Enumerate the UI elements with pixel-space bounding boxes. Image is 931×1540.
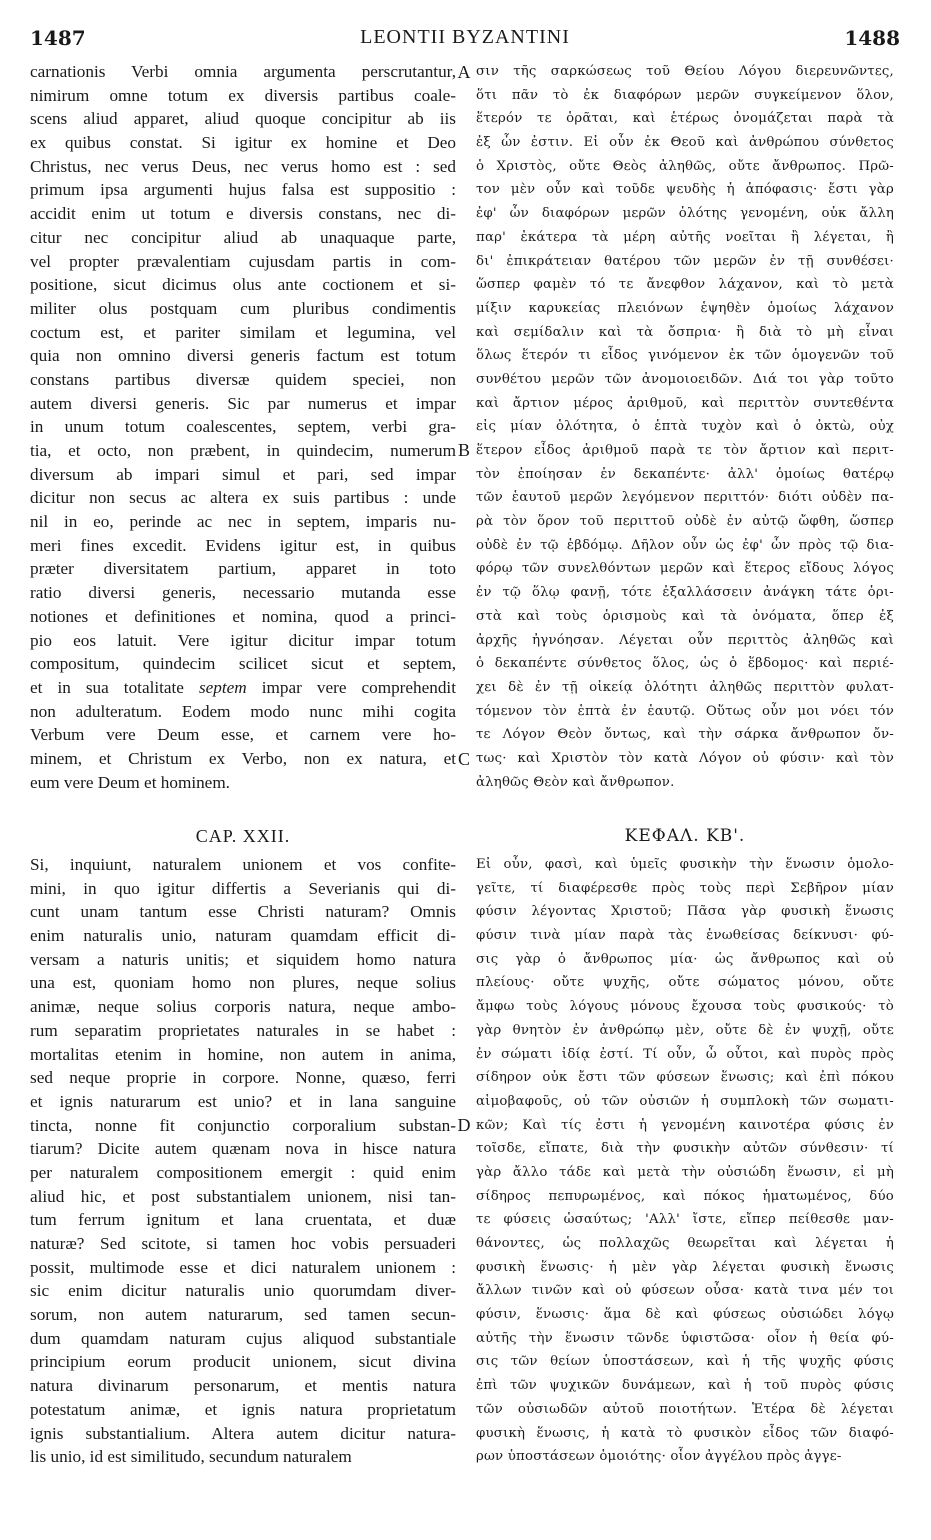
text-line: ἀρχῆς ἠγνόησαν. Λέγεται οὖν περιττὸς ἀληθῶς καὶ	[476, 632, 894, 648]
text-line: ἐν σώματι ἰδίᾳ ἐστί. Τί οὖν, ὦ οὗτοι, καὶ πυρὸς πρὸς	[476, 1046, 894, 1062]
text-line: citur nec concipitur aliud ab unaquaque parte,	[30, 227, 456, 247]
text-line: militer olus postquam cum pluribus condimentis	[30, 298, 456, 318]
text-line: autem diversi generis. Sic par numerus et impar	[30, 393, 456, 413]
text-line: τόμενον τὸν ἑπτὰ ἐν ἑαυτῷ. Οὕτως οὖν μοι νόει τόν	[476, 703, 894, 719]
text-line: tum ferrum ignitum et lana cruentata, et duæ	[30, 1210, 456, 1230]
text-line: constans partibus diversæ quidem speciei, non	[30, 369, 456, 389]
text-line: per naturalem compositionem emergit : quid enim	[30, 1162, 456, 1182]
text-line: πλείους· οὔτε ψυχῆς, οὔτε σώματος μόνου, οὔτε	[476, 975, 894, 991]
text-line: γεῖτε, τί διαφέρεσθε πρὸς τοὺς περὶ Σεβῆρον μίαν	[476, 880, 894, 896]
text-line: dum quamdam naturam cujus aliquod substantiale	[30, 1328, 456, 1348]
text-line: eum vere Deum et hominem.	[30, 772, 230, 792]
text-line: possit, multimode esse et dici naturalem unionem :	[30, 1257, 456, 1277]
text-line: ὁ δεκαπέντε σύνθετος ὅλος, ὡς ὁ ἕβδομος· καὶ περιέ-	[476, 656, 894, 672]
text-line: pio eos latuit. Vere igitur dicitur impar totum	[30, 630, 456, 650]
text-line: lis unio, id est similitudo, secundum naturalem	[30, 1447, 352, 1467]
text-line: ἄμφω τοὺς λόγους μόνους ἔχουσα τοὺς φυσικούς· τὸ	[476, 999, 894, 1015]
text-line: σίδηρος πεπυρωμένος, καὶ πόκος ἡματωμένος, δύο	[476, 1188, 894, 1204]
text-line: τῶν ἑαυτοῦ μερῶν λεγόμενον περιττόν· διότι οὐδὲν πα-	[476, 490, 894, 506]
text-line: nil in eo, perinde ac nec in septem, imparis nu-	[30, 512, 456, 532]
text-line: ὥσπερ φαμὲν τό τε ἄνεφθον λάχανον, καὶ τὸ μετὰ	[476, 277, 894, 293]
text-line: στὰ καὶ τοὺς ὁρισμοὺς καὶ τὰ ὀνόματα, ὅπερ ἐξ	[476, 608, 894, 624]
text-line: σις γὰρ ὁ ἄνθρωπος μία· ὡς ἄνθρωπος καὶ οὐ	[476, 951, 894, 967]
text-line: ἐπὶ τῶν ψυχικῶν δυνάμεων, καὶ ἡ τοῦ πυρὸς φύσις	[476, 1378, 894, 1394]
text-line: φυσικὴ ἕνωσις, ἡ κατὰ τὸ φυσικὸν εἶδος τῶν διαφό-	[476, 1425, 894, 1441]
text-line: diversum ab impari simul et pari, sed impar	[30, 464, 456, 484]
text-line: ρων ὑποστάσεων ὁμοιότης· οἷον ἀγγέλου πρὸς ἀγγε-	[476, 1449, 842, 1465]
text-line: σις τῶν θείων ὑποστάσεων, καὶ ἡ τῆς ψυχῆς φύσις	[476, 1354, 894, 1370]
text-line: tiarum? Dicite autem quænam nova in hisce natura	[30, 1139, 456, 1159]
text-line: primum ipsa argumenti hujus falsa est suppositio :	[30, 180, 456, 200]
text-line: dicitur non secus ac altera ex suis partibus : unde	[30, 488, 456, 508]
text-line: enim naturalis unio, naturam quamdam efficit di-	[30, 926, 456, 946]
text-line: in unum totum coalescentes, septem, verbi gra-	[30, 417, 456, 437]
text-line: συνθέτου μερῶν τῶν ἀνομοιοειδῶν. Διά τοι γὰρ τοῦτο	[476, 371, 894, 387]
text-line: ratio diversi generis, necessario mutanda esse	[30, 583, 456, 603]
text-line: notiones et definitiones et nomina, quod a princi-	[30, 606, 456, 626]
text-line: potestatum animæ, et ignis natura proprietatum	[30, 1399, 456, 1419]
text-line: et in sua totalitate septem impar vere comprehendit	[30, 677, 456, 697]
text-line: minem, et Christum ex Verbo, non ex natura, et	[30, 748, 456, 768]
text-line: τε φύσεις ὡσαύτως; 'Αλλ' ἴστε, εἴπερ πείθεσθε μαν-	[476, 1212, 894, 1228]
text-line: Si, inquiunt, naturalem unionem et vos confite-	[30, 855, 456, 874]
margin-marker-d: D	[457, 1115, 471, 1135]
text-line: χει δὲ ἐν τῇ οἰκείᾳ ὁλότητι ἀληθῶς περιττὸν φυλατ-	[476, 679, 894, 695]
text-line: σίδηρον οὐκ ἔστι τῶν φύσεων ἕνωσις; καὶ ἐπὶ πόκου	[476, 1070, 894, 1086]
greek-column-top	[476, 60, 894, 794]
text-line: versam a naturis unitis; et siquidem homo natura	[30, 949, 456, 969]
text-line: ex quibus constat. Si igitur ex homine et Deo	[30, 133, 456, 153]
text-line: aliud hic, et post substantialem unionem, nisi tan-	[30, 1186, 456, 1206]
running-title: LEONTII BYZANTINI	[360, 26, 570, 48]
text-line: præter diversitatem partium, apparet in toto	[30, 559, 456, 579]
text-line: ignis substantialium. Altera autem dicitur natura-	[30, 1423, 456, 1443]
text-line: ρὰ τὸν ὅρον τοῦ περιττοῦ οὐδὲ ἐν αὐτῷ ὤφθη, ὥσπερ	[476, 514, 894, 530]
text-line: ὅλως ἕτερόν τι εἶδος γινόμενον ἐκ τῶν ὁμογενῶν τοῦ	[476, 348, 894, 364]
text-line: παρ' ἑκάτερα τὰ μέρη αὐτῆς νοεῖται ἢ λέγεται, ἢ	[476, 229, 894, 245]
text-line: animæ, neque solius corporis natura, neque ambo-	[30, 997, 456, 1017]
text-line: δι' ἐπικράτειαν θατέρου τῶν μερῶν ἐν τῇ συνθέσει·	[476, 253, 894, 269]
text-line: rum separatim proprietates naturales in se habet :	[30, 1020, 456, 1040]
text-line: ἕτερόν τε ὁρᾶται, καὶ ἑτέρως ὀνομάζεται παρὰ τὰ	[476, 111, 894, 127]
page-header	[30, 26, 900, 56]
text-line: et ignis naturarum est unio? et in lana sanguine	[30, 1091, 456, 1111]
text-line: mortalitas etenim in homine, non autem in anima,	[30, 1044, 456, 1064]
text-line: Christus, nec verus Deus, nec verus homo est : sed	[30, 156, 456, 176]
text-line: σιν τῆς σαρκώσεως τοῦ Θείου Λόγου διερευνῶντες,	[476, 64, 894, 79]
text-line: κῶν; Καὶ τίς ἐστι ἡ γενομένη καινοτέρα φύσις ἐν	[476, 1117, 894, 1133]
text-line: carnationis Verbi omnia argumenta perscrutantur,	[30, 62, 456, 81]
latin-column-top	[30, 60, 456, 794]
text-line: positione, sicut dicimus olus ante coctionem et si-	[30, 275, 456, 295]
text-line: sorum, non autem naturarum, sed tamen secun-	[30, 1305, 456, 1325]
text-line: ὁ Χριστὸς, οὔτε Θεὸς ἀληθῶς, οὔτε ἄνθρωπος. Πρῶ-	[476, 158, 894, 174]
text-line: natura divinarum personarum, et mentis natura	[30, 1376, 456, 1396]
text-line: accidit enim ut totum e diversis constans, nec di-	[30, 204, 456, 224]
text-line: οὐδὲ ἐν τῷ ἑβδόμῳ. Δῆλον οὖν ὡς ἐφ' ὧν πρὸς τῷ δια-	[476, 537, 894, 553]
text-line: αἱμοβαφοῦς, οὐ τῶν οὐσιῶν ἡ συμπλοκὴ τῶν σωματι-	[476, 1093, 894, 1109]
text-line: τὸν ἐποίησαν ἐν δεκαπέντε· ἀλλ' ὁμοίως θατέρῳ	[476, 466, 894, 482]
text-line: μίξιν καρυκείας πλειόνων ἑψηθὲν ὁμοίως λάχανον	[476, 300, 894, 316]
text-line: τῶν οὐσιωδῶν αὐτοῦ ποιοτήτων. Ἑτέρα δὲ λέγεται	[476, 1401, 894, 1417]
text-line: τον μὲν οὖν καὶ τοῦδε ψευδὴς ἡ ἀπόφασις· ἔστι γὰρ	[476, 182, 894, 198]
margin-marker-c: C	[457, 749, 470, 769]
text-line: θάνοντες, ὡς πολλαχῶς θεωρεῖται καὶ λέγεται ἡ	[476, 1236, 894, 1251]
text-line: φόρῳ τῶν συνελθόντων μερῶν καὶ ἕτερος εἴδους λόγος	[476, 561, 894, 577]
text-line: cunt unam tantum esse Christi naturam? Omnis	[30, 902, 456, 922]
text-line: principium eorum producit unionem, sicut divina	[30, 1352, 456, 1372]
page-number-right: 1488	[844, 26, 900, 50]
greek-column-bottom	[476, 853, 894, 1469]
text-line: quia non omnino diversi generis factum est totum	[30, 346, 456, 366]
text-line: τοῖσδε, εἴπατε, διὰ τὴν φυσικὴν αὐτῶν σύνθεσιν· τί	[476, 1141, 894, 1157]
text-line: naturæ? Sed scitote, si tamen hoc vobis persuaderi	[30, 1234, 456, 1253]
margin-marker-b: B	[457, 440, 470, 460]
text-line: vel propter prævalentiam cujusdam partis in com-	[30, 251, 456, 271]
text-line: τως· καὶ Χριστὸν τὸν κατὰ Λόγον οὐ φύσιν· καὶ τὸν	[476, 750, 894, 766]
latin-column-bottom	[30, 853, 456, 1469]
text-line: φύσιν τινὰ μίαν παρὰ τὰς ἑνωθείσας δείκνυσι· φύ-	[476, 928, 894, 944]
text-line: Εἰ οὖν, φασὶ, καὶ ὑμεῖς φυσικὴν τὴν ἕνωσιν ὁμολο-	[476, 857, 894, 872]
text-line: εἰς μίαν ὁλότητα, ὁ ἑπτὰ τυχὸν καὶ ὁ ὀκτὼ, οὐχ	[476, 419, 894, 435]
text-line: τε Λόγον Θεὸν ὄντως, καὶ τὴν σάρκα ἄνθρωπον ὄν-	[476, 727, 894, 743]
text-line: ἐξ ὧν ἐστιν. Εἰ οὖν ἐκ Θεοῦ καὶ ἀνθρώπου σύνθετος	[476, 135, 894, 151]
text-line: ἕτερον εἶδος ἀριθμοῦ παρὰ τε τὸν ἄρτιον καὶ περιτ-	[476, 443, 894, 458]
text-line: non adulteratum. Eodem modo nunc mihi cogita	[30, 701, 456, 721]
text-line: γὰρ θνητὸν ἐν ἀνθρώπῳ μὲν, οὔτε δὲ ἐν ψυχῇ, οὔτε	[476, 1022, 894, 1038]
text-line: ἄλλων τινῶν καὶ οὐ φύσεων οὖσα· κατὰ τινα μέν τοι	[476, 1283, 894, 1299]
chapter-heading-latin: CAP. XXII.	[195, 826, 291, 846]
text-line: tincta, nonne fit conjunctio corporalium substan-	[30, 1115, 456, 1135]
text-line: αὐτῆς τὴν ἕνωσιν τῶνδε ὑφιστῶσα· οἷον ἡ θεία φύ-	[476, 1330, 894, 1346]
text-line: ἐν τῷ ὅλῳ φανῇ, τότε ἐξαλλάσσειν ἀνάγκη τάτε ὁρι-	[476, 585, 894, 601]
text-line: sed neque proprie in corpore. Nonne, quæso, ferri	[30, 1068, 456, 1088]
text-line: coctum est, et pariter similam et legumina, vel	[30, 322, 456, 342]
text-line: ἀληθῶς Θεὸν καὶ ἄνθρωπον.	[476, 774, 675, 790]
text-line: compositum, quindecim scilicet sicut et septem,	[30, 654, 456, 674]
text-line: φύσιν λέγοντας Χριστοῦ; Πᾶσα γὰρ φυσικὴ ἕνωσις	[476, 904, 894, 920]
text-line: una est, quoniam homo non plures, neque solius	[30, 973, 456, 993]
text-line: γὰρ ἄλλο τάδε καὶ μετὰ τὴν οὐσιώδη ἕνωσιν, εἰ μὴ	[476, 1164, 894, 1180]
text-line: tia, et octo, non præbent, in quindecim, numerum	[30, 441, 456, 460]
text-line: ὅτι πᾶν τὸ ἐκ διαφόρων μερῶν συγκείμενον ὅλον,	[476, 87, 894, 103]
text-line: meri fines excedit. Evidens igitur est, in quibus	[30, 535, 456, 555]
text-line: καὶ σεμίδαλιν καὶ τὰ ὄσπρια· ἢ διὰ τὸ μὴ εἶναι	[476, 324, 894, 340]
text-line: φυσικὴ ἕνωσις· ἡ μὲν γὰρ λέγεται φυσικὴ ἕνωσις	[476, 1259, 894, 1275]
page-number-left: 1487	[30, 26, 86, 50]
text-line: καὶ ἄρτιον μέρος ἀριθμοῦ, καὶ περιττὸν συντεθέντα	[476, 395, 894, 411]
margin-marker-a: A	[457, 62, 471, 82]
text-line: scens aliud apparet, aliud quoque concipitur ab iis	[30, 109, 456, 129]
text-line: mini, in quo igitur differtis a Severianis qui di-	[30, 878, 456, 898]
chapter-heading-greek: ΚΕΦΑΛ. ΚΒ'.	[624, 826, 746, 846]
text-line: nimirum omne totum ex diversis partibus coale-	[30, 85, 456, 105]
text-line: Verbum vere Deum esse, et carnem vere ho-	[30, 725, 456, 745]
emphasis: septem	[198, 677, 247, 697]
text-line: ἐφ' ὧν διαφόρων μερῶν ὁλότης γενομένη, οὐκ ἄλλη	[476, 206, 894, 222]
text-line: φύσιν, ἕνωσις· ἅμα δὲ καὶ φύσεως οὐσιώδει λόγῳ	[476, 1307, 894, 1323]
text-line: sic enim dicitur naturalis unio quorumdam diver-	[30, 1281, 456, 1301]
